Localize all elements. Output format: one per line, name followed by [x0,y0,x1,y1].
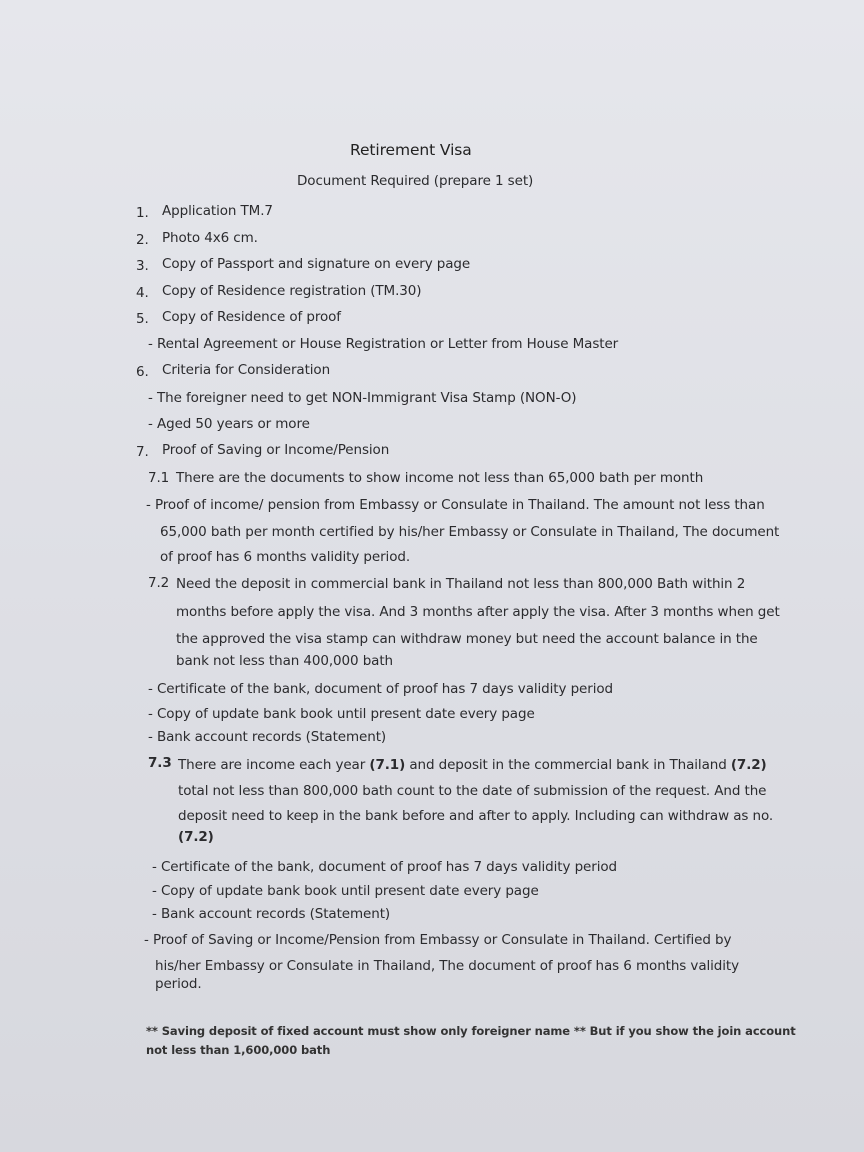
item-text: Copy of Residence registration (TM.30) [162,283,422,299]
sub-item: - Certificate of the bank, document of proof has 7 days validity period [148,681,613,697]
continuation-line: total not less than 800,000 bath count to the date of submission of the request. And the [178,783,767,799]
item-text: Photo 4x6 cm. [162,230,258,246]
footnote-line: not less than 1,600,000 bath [146,1043,331,1057]
document-subtitle: Document Required (prepare 1 set) [297,173,534,189]
sub-item: - The foreigner need to get NON-Immigrant Visa Stamp (NON-O) [148,390,577,406]
item-number: 6. [136,364,149,380]
continuation-line: months before apply the visa. And 3 months after apply the visa. After 3 months when get [176,604,780,620]
section-text [178,756,767,774]
item-number: 1. [136,205,149,221]
continuation-line: the approved the visa stamp can withdraw money but need the account balance in the [176,631,758,647]
item-text: Proof of Saving or Income/Pension [162,442,390,458]
section-number: 7.1 [148,470,170,486]
bold-reference: (7.2) [730,757,767,773]
document-title: Retirement Visa [350,141,472,159]
bold-reference: (7.2) [178,829,214,845]
continuation-line: of proof has 6 months validity period. [160,549,411,565]
item-text: Copy of Residence of proof [162,309,341,325]
continuation-line: period. [155,976,202,992]
sub-item: - Copy of update bank book until present date every page [152,883,539,899]
sub-item: - Proof of income/ pension from Embassy or Consulate in Thailand. The amount not less than [146,497,765,513]
sub-item: - Bank account records (Statement) [152,906,391,922]
bold-reference: (7.1) [369,757,406,773]
item-text: Criteria for Consideration [162,362,331,378]
item-number: 3. [136,258,149,274]
text-run: There are income each year [178,757,370,773]
sub-item: - Aged 50 years or more [148,416,310,432]
item-number: 4. [136,285,149,301]
section-number: 7.2 [148,575,170,591]
item-number: 2. [136,232,149,248]
sub-item: - Certificate of the bank, document of proof has 7 days validity period [152,859,617,875]
text-run: and deposit in the commercial bank in Thailand [405,757,731,773]
item-number: 5. [136,311,149,327]
continuation-line: deposit need to keep in the bank before and after to apply. Including can withdraw as no. [178,808,774,824]
sub-item: - Bank account records (Statement) [148,729,387,745]
section-text: There are the documents to show income not less than 65,000 bath per month [176,470,704,486]
section-text: Need the deposit in commercial bank in Thailand not less than 800,000 Bath within 2 [176,576,746,592]
continuation-line: his/her Embassy or Consulate in Thailand, The document of proof has 6 months validity [155,958,739,974]
item-text: Application TM.7 [162,203,273,219]
sub-item: - Proof of Saving or Income/Pension from Embassy or Consulate in Thailand. Certified by [144,932,732,948]
continuation-line: bank not less than 400,000 bath [176,653,394,669]
item-text: Copy of Passport and signature on every page [162,256,471,272]
continuation-line: 65,000 bath per month certified by his/her Embassy or Consulate in Thailand, The document [160,524,780,540]
sub-item: - Rental Agreement or House Registration or Letter from House Master [148,336,619,352]
footnote-line: ** Saving deposit of fixed account must show only foreigner name ** But if you show the join account [146,1024,796,1038]
sub-item: - Copy of update bank book until present date every page [148,706,535,722]
section-number: 7.3 [148,755,172,771]
item-number: 7. [136,444,149,460]
